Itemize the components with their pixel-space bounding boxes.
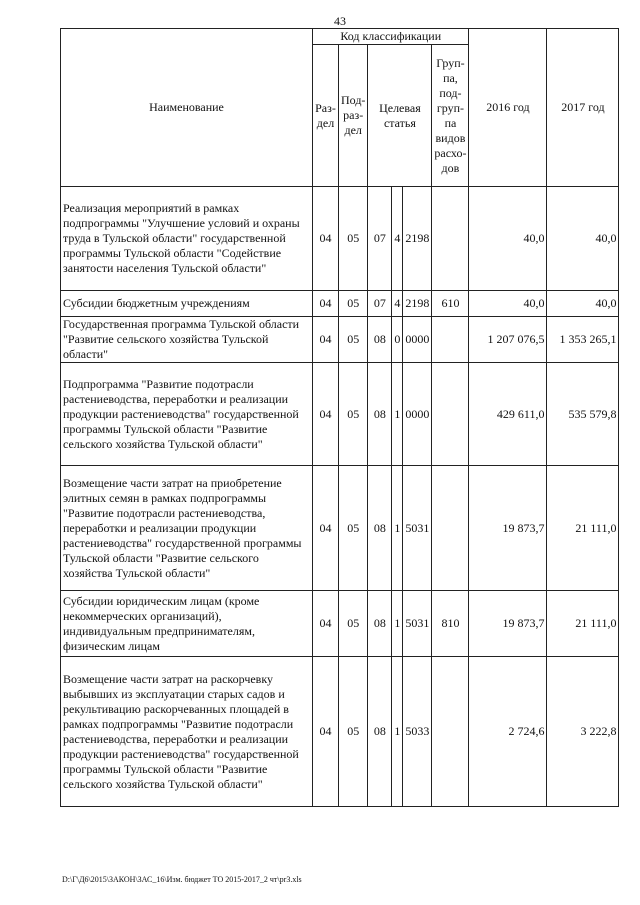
row-name: Субсидии бюджетным учреждениям [61,291,313,317]
row-expense-group [432,363,469,466]
row-subsection: 05 [339,317,368,363]
row-target-subprogram: 4 [392,291,403,317]
row-amount-2016: 40,0 [469,291,547,317]
header-code-group: Код классификации [313,29,469,45]
row-target-direction: 0000 [403,317,432,363]
row-amount-2017: 535 579,8 [547,363,619,466]
row-target-subprogram: 1 [392,466,403,591]
header-expense-group: Груп-па, под-груп-па видов расхо-дов [432,45,469,187]
row-target-program: 08 [368,591,392,657]
row-expense-group [432,317,469,363]
row-amount-2016: 429 611,0 [469,363,547,466]
row-target-subprogram: 1 [392,363,403,466]
table-row [61,363,619,466]
file-path-footer: D:\Г\Д6\2015\ЗАКОН\ЗАС_16\Изм. бюджет ТО 2015-2017_2 чт\pr3.xls [62,875,302,884]
table-row [61,591,619,657]
table-body [61,187,619,807]
row-name: Государственная программа Тульской области "Развитие сельского хозяйства Тульской области" [61,317,313,363]
row-target-direction: 2198 [403,187,432,291]
row-expense-group [432,466,469,591]
row-target-program: 07 [368,291,392,317]
row-amount-2017: 40,0 [547,187,619,291]
row-target-program: 08 [368,657,392,807]
row-target-direction: 0000 [403,363,432,466]
header-year-2017: 2017 год [547,29,619,187]
row-section: 04 [313,363,339,466]
table-row [61,657,619,807]
row-section: 04 [313,187,339,291]
header-subsection: Под-раз-дел [339,45,368,187]
row-target-subprogram: 1 [392,657,403,807]
row-target-direction: 5033 [403,657,432,807]
row-target-subprogram: 4 [392,187,403,291]
row-target-direction: 5031 [403,466,432,591]
row-name: Реализация мероприятий в рамках подпрограммы "Улучшение условий и охраны труда в Тульской области" государственной программы Тульской области "Содействие занятости населения Тульской области" [61,187,313,291]
row-section: 04 [313,591,339,657]
row-target-program: 08 [368,363,392,466]
row-amount-2016: 19 873,7 [469,466,547,591]
row-amount-2016: 40,0 [469,187,547,291]
table-header [61,29,619,187]
row-section: 04 [313,317,339,363]
row-expense-group [432,657,469,807]
row-target-direction: 5031 [403,591,432,657]
row-amount-2017: 21 111,0 [547,591,619,657]
row-amount-2017: 40,0 [547,291,619,317]
row-amount-2016: 2 724,6 [469,657,547,807]
row-target-subprogram: 0 [392,317,403,363]
row-subsection: 05 [339,291,368,317]
row-name: Субсидии юридическим лицам (кроме некоммерческих организаций), индивидуальным предпринимателям, физическим лицам [61,591,313,657]
row-subsection: 05 [339,187,368,291]
header-year-2016: 2016 год [469,29,547,187]
row-name: Возмещение части затрат на раскорчевку выбывших из эксплуатации старых садов и рекультивацию раскорчеванных площадей в рамках подпрограммы "Развитие подотрасли растениеводства, переработки и реализации продукции растениеводства" государственной программы Тульской области "Развитие сельского хозяйства Тульской области" [61,657,313,807]
budget-table [60,28,619,807]
row-amount-2016: 19 873,7 [469,591,547,657]
table-row [61,291,619,317]
row-subsection: 05 [339,466,368,591]
table-row [61,317,619,363]
row-name: Возмещение части затрат на приобретение элитных семян в рамках подпрограммы "Развитие подотрасли растениеводства, переработки и реализации продукции растениеводства" государственной программы Тульской области "Развитие сельского хозяйства Тульской области" [61,466,313,591]
row-amount-2016: 1 207 076,5 [469,317,547,363]
header-name: Наименование [61,29,313,187]
row-amount-2017: 1 353 265,1 [547,317,619,363]
row-section: 04 [313,657,339,807]
row-target-program: 08 [368,317,392,363]
row-subsection: 05 [339,363,368,466]
page-number: 43 [334,14,346,28]
header-target-article: Целевая статья [368,45,432,187]
row-expense-group [432,187,469,291]
row-expense-group: 610 [432,291,469,317]
table-row [61,466,619,591]
row-target-direction: 2198 [403,291,432,317]
row-amount-2017: 21 111,0 [547,466,619,591]
row-subsection: 05 [339,591,368,657]
row-section: 04 [313,291,339,317]
row-target-program: 08 [368,466,392,591]
row-section: 04 [313,466,339,591]
row-subsection: 05 [339,657,368,807]
row-target-subprogram: 1 [392,591,403,657]
row-expense-group: 810 [432,591,469,657]
header-section: Раз-дел [313,45,339,187]
row-name: Подпрограмма "Развитие подотрасли растениеводства, переработки и реализации продукции растениеводства" государственной программы Тульской области "Развитие сельского хозяйства Тульской области" [61,363,313,466]
row-target-program: 07 [368,187,392,291]
row-amount-2017: 3 222,8 [547,657,619,807]
table-row [61,187,619,291]
